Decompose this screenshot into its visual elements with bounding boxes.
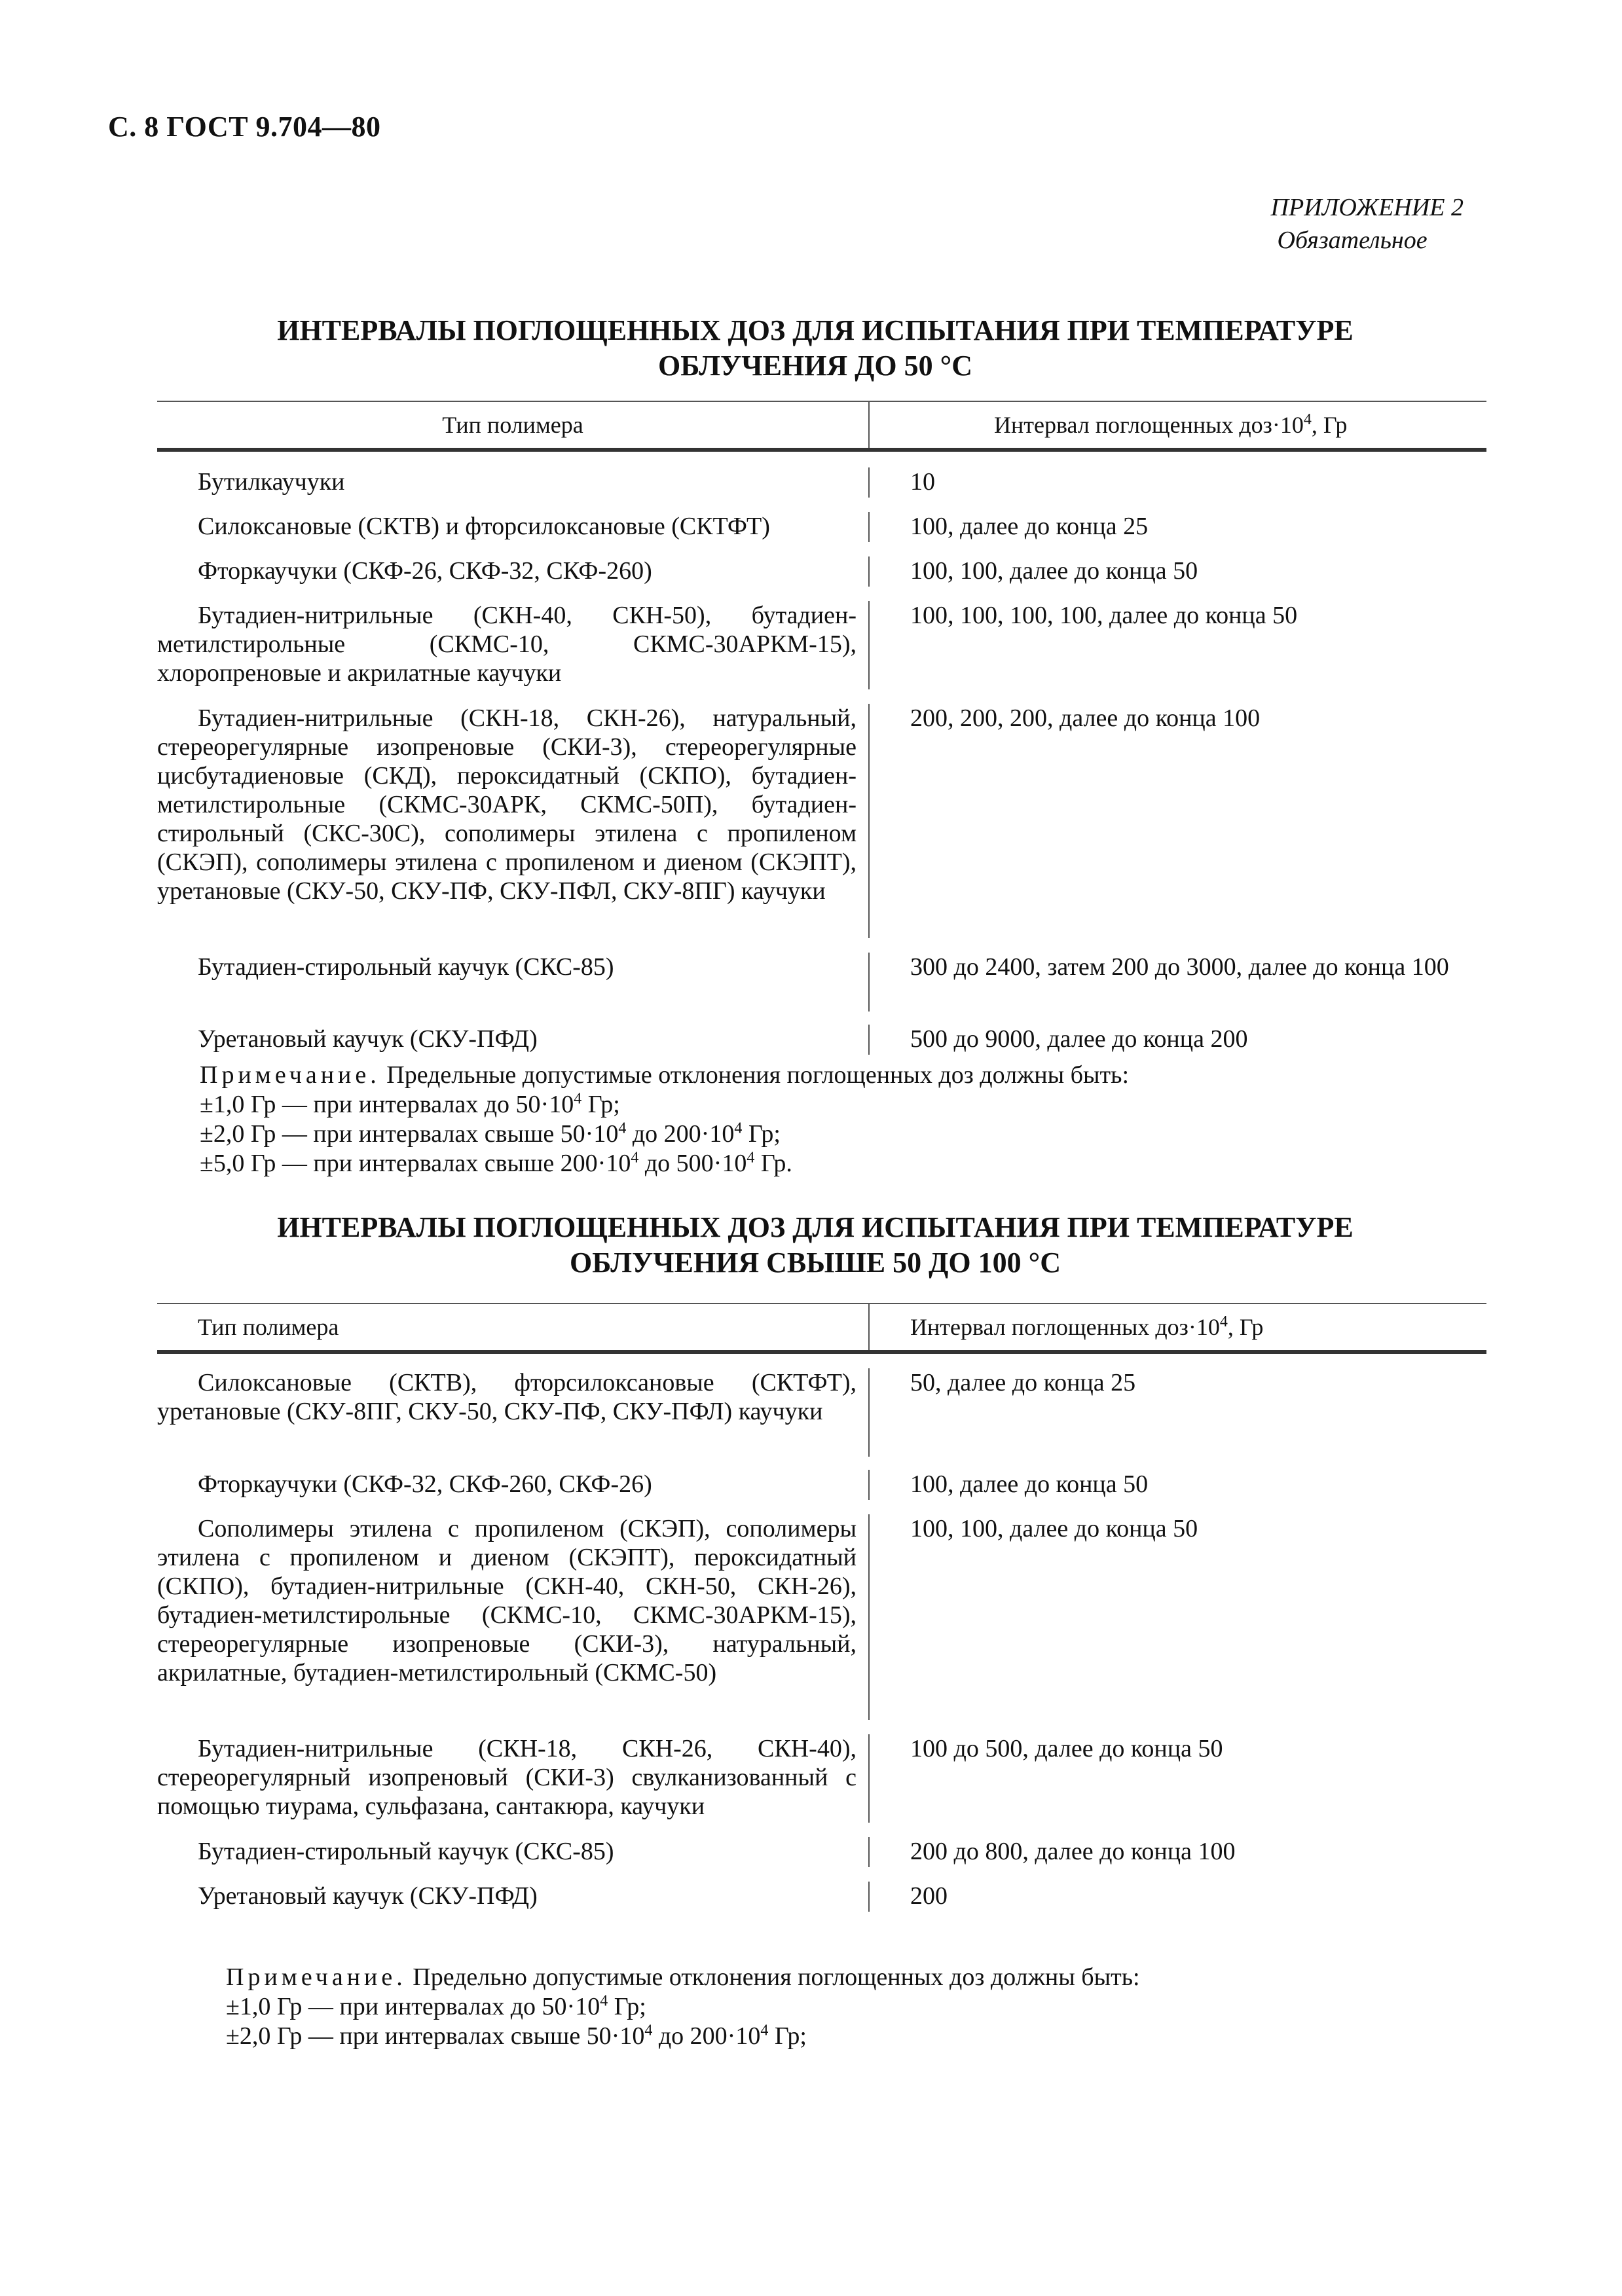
table2-col2-header [870,1313,1486,1341]
table-row [157,498,1486,542]
dose-interval-cell: 100 до 500, далее до конца 50 [910,1735,1223,1762]
dose-interval-cell: 100, 100, далее до конца 50 [910,1515,1198,1542]
dose-interval-cell: 100, 100, 100, 100, далее до конца 50 [910,602,1298,629]
table-row [157,542,1486,587]
table-row [157,1457,1486,1500]
dose-interval-cell: 300 до 2400, затем 200 до 3000, далее до конца 100 [910,953,1449,981]
dose-interval-cell: 500 до 9000, далее до конца 200 [910,1025,1248,1053]
note-line-text: Гр; [742,1120,781,1148]
table1-col2-header-text: Интервал поглощенных доз·10 [994,412,1304,438]
table2-title-line1: ИНТЕРВАЛЫ ПОГЛОЩЕННЫХ ДОЗ ДЛЯ ИСПЫТАНИЯ ПРИ ТЕМПЕРАТУРЕ [277,1211,1354,1243]
table-row [157,689,1486,938]
note-sup: 4 [574,1090,582,1108]
table2-note-line1 [226,1992,1140,2022]
note-line-text: Гр; [608,1993,646,2020]
table2-header-row [157,1303,1486,1354]
note-sup: 4 [734,1120,743,1137]
table2-note-line2 [226,2022,1140,2051]
table2-title [164,1210,1467,1281]
table2-col2-header-unit: , Гр [1227,1314,1264,1340]
note-line-text: до 200·10 [652,2022,761,2050]
polymer-type-cell: Фторкаучуки (СКФ-26, СКФ-32, СКФ-260) [157,556,870,587]
note-sup: 4 [644,2022,653,2039]
dose-interval-cell: 50, далее до конца 25 [910,1369,1136,1396]
table-row [157,1867,1486,1912]
table2-col2-header-text: Интервал поглощенных доз·10 [910,1314,1220,1340]
appendix-label [1271,191,1464,257]
note-line-text: Гр; [768,2022,807,2050]
table-row [157,1500,1486,1720]
note-text: Предельные допустимые отклонения поглощенных доз должны быть: [380,1061,1130,1089]
dose-interval-cell: 200 [910,1882,948,1910]
table-row [157,587,1486,689]
note-text: Предельно допустимые отклонения поглощенных доз должны быть: [406,1963,1140,1991]
table1-title-line1: ИНТЕРВАЛЫ ПОГЛОЩЕННЫХ ДОЗ ДЛЯ ИСПЫТАНИЯ ПРИ ТЕМПЕРАТУРЕ [277,314,1354,346]
note-sup: 4 [618,1120,627,1137]
polymer-type-cell: Бутадиен-стирольный каучук (СКС-85) [157,953,870,1011]
table2-col1-header [157,1304,870,1350]
polymer-type-cell: Бутадиен-нитрильные (СКН-18, СКН-26, СКН-40), стереорегулярный изопреновый (СКИ-3) свулканизованный с помощью тиурама, сульфазана, сантакюра, каучуки [157,1734,870,1823]
dose-interval-cell: 100, далее до конца 25 [910,513,1149,540]
table1-title [164,313,1467,384]
table1-col1-header-text: Тип полимера [442,412,583,438]
table1-note-line3 [200,1149,1129,1178]
table2-col2-header-sup: 4 [1219,1313,1228,1330]
table-row [157,1011,1486,1055]
table2-title-line2: ОБЛУЧЕНИЯ СВЫШЕ 50 ДО 100 °С [569,1247,1061,1279]
table-row [157,452,1486,498]
note-line-text: Гр. [754,1150,792,1177]
dose-interval-cell: 10 [910,468,935,496]
table-row [157,1823,1486,1867]
note-line-text: Гр; [581,1091,620,1118]
note-line-text: ±2,0 Гр — при интервалах свыше 50·10 [200,1120,619,1148]
polymer-type-cell: Сополимеры этилена с пропиленом (СКЭП), сополимеры этилена с пропиленом и диеном (СКЭПТ), пероксидатный (СКПО), бутадиен-нитрильные (СКН-40, СКН-50, СКН-26), бутадиен-метилстирольные (СКМС-10, СКМС-30АРКМ-15), стереорегулярные изопреновые (СКИ-3), натуральный, акрилатные, бутадиен-метилстирольный (СКМС-50) [157,1514,870,1720]
table-row [157,1354,1486,1457]
note-sup: 4 [746,1149,755,1167]
polymer-type-cell: Уретановый каучук (СКУ-ПФД) [157,1882,870,1912]
polymer-type-cell: Бутадиен-нитрильные (СКН-40, СКН-50), бутадиен-метилстирольные (СКМС-10, СКМС-30АРКМ-15), хлоропреновые и акрилатные каучуки [157,601,870,689]
table1-note-intro [200,1061,1129,1090]
note-sup: 4 [600,1992,608,2010]
polymer-type-cell: Бутилкаучуки [157,467,870,498]
dose-interval-cell: 200, 200, 200, далее до конца 100 [910,704,1261,732]
note-sup: 4 [760,2022,769,2039]
polymer-type-cell: Фторкаучуки (СКФ-32, СКФ-260, СКФ-26) [157,1470,870,1500]
appendix-subtitle: Обязательное [1277,227,1428,254]
table-row [157,1720,1486,1823]
table1-col2-header-sup: 4 [1303,411,1312,428]
table1-title-line2: ОБЛУЧЕНИЯ ДО 50 °С [657,350,973,382]
note-line-text: ±2,0 Гр — при интервалах свыше 50·10 [226,2022,645,2050]
table1-col2-header-unit: , Гр [1311,412,1348,438]
note-line-text: до 500·10 [638,1150,747,1177]
table-row [157,938,1486,1011]
polymer-type-cell: Бутадиен-стирольный каучук (СКС-85) [157,1837,870,1867]
appendix-title: ПРИЛОЖЕНИЕ 2 [1270,194,1464,221]
dose-interval-cell: 200 до 800, далее до конца 100 [910,1838,1236,1865]
table1-col1-header [157,402,870,448]
dose-interval-cell: 100, далее до конца 50 [910,1470,1149,1498]
polymer-type-cell: Силоксановые (СКТВ) и фторсилоксановые (СКТФТ) [157,512,870,542]
table1-note-line1 [200,1090,1129,1120]
polymer-type-cell: Уретановый каучук (СКУ-ПФД) [157,1025,870,1055]
table2-col1-header-text: Тип полимера [198,1314,339,1340]
table1 [157,401,1486,1055]
note-line-text: до 200·10 [626,1120,735,1148]
polymer-type-cell: Силоксановые (СКТВ), фторсилоксановые (СКТФТ), уретановые (СКУ-8ПГ, СКУ-50, СКУ-ПФ, СКУ-ПФЛ) каучуки [157,1368,870,1457]
note-sup: 4 [631,1149,639,1167]
note-label: Примечание. [200,1061,380,1089]
table1-note [200,1061,1129,1178]
table2 [157,1303,1486,1912]
note-line-text: ±1,0 Гр — при интервалах до 50·10 [226,1993,600,2020]
note-line-text: ±1,0 Гр — при интервалах до 50·10 [200,1091,574,1118]
table2-note-intro [226,1963,1140,1992]
table2-note [226,1963,1140,2051]
note-line-text: ±5,0 Гр — при интервалах свыше 200·10 [200,1150,631,1177]
page-header: С. 8 ГОСТ 9.704—80 [108,111,381,143]
table1-col2-header [870,411,1486,439]
dose-interval-cell: 100, 100, далее до конца 50 [910,557,1198,585]
table1-header-row [157,401,1486,452]
table1-note-line2 [200,1120,1129,1149]
polymer-type-cell: Бутадиен-нитрильные (СКН-18, СКН-26), натуральный, стереорегулярные изопреновые (СКИ-3), стереорегулярные цисбутадиеновые (СКД), пероксидатный (СКПО), бутадиен-метилстирольные (СКМС-30АРК, СКМС-50П), бутадиен-стирольный (СКС-30С), сополимеры этилена с пропиленом (СКЭП), сополимеры этилена с пропиленом и диеном (СКЭПТ), уретановые (СКУ-50, СКУ-ПФ, СКУ-ПФЛ, СКУ-8ПГ) каучуки [157,704,870,938]
note-label: Примечание. [226,1963,407,1991]
